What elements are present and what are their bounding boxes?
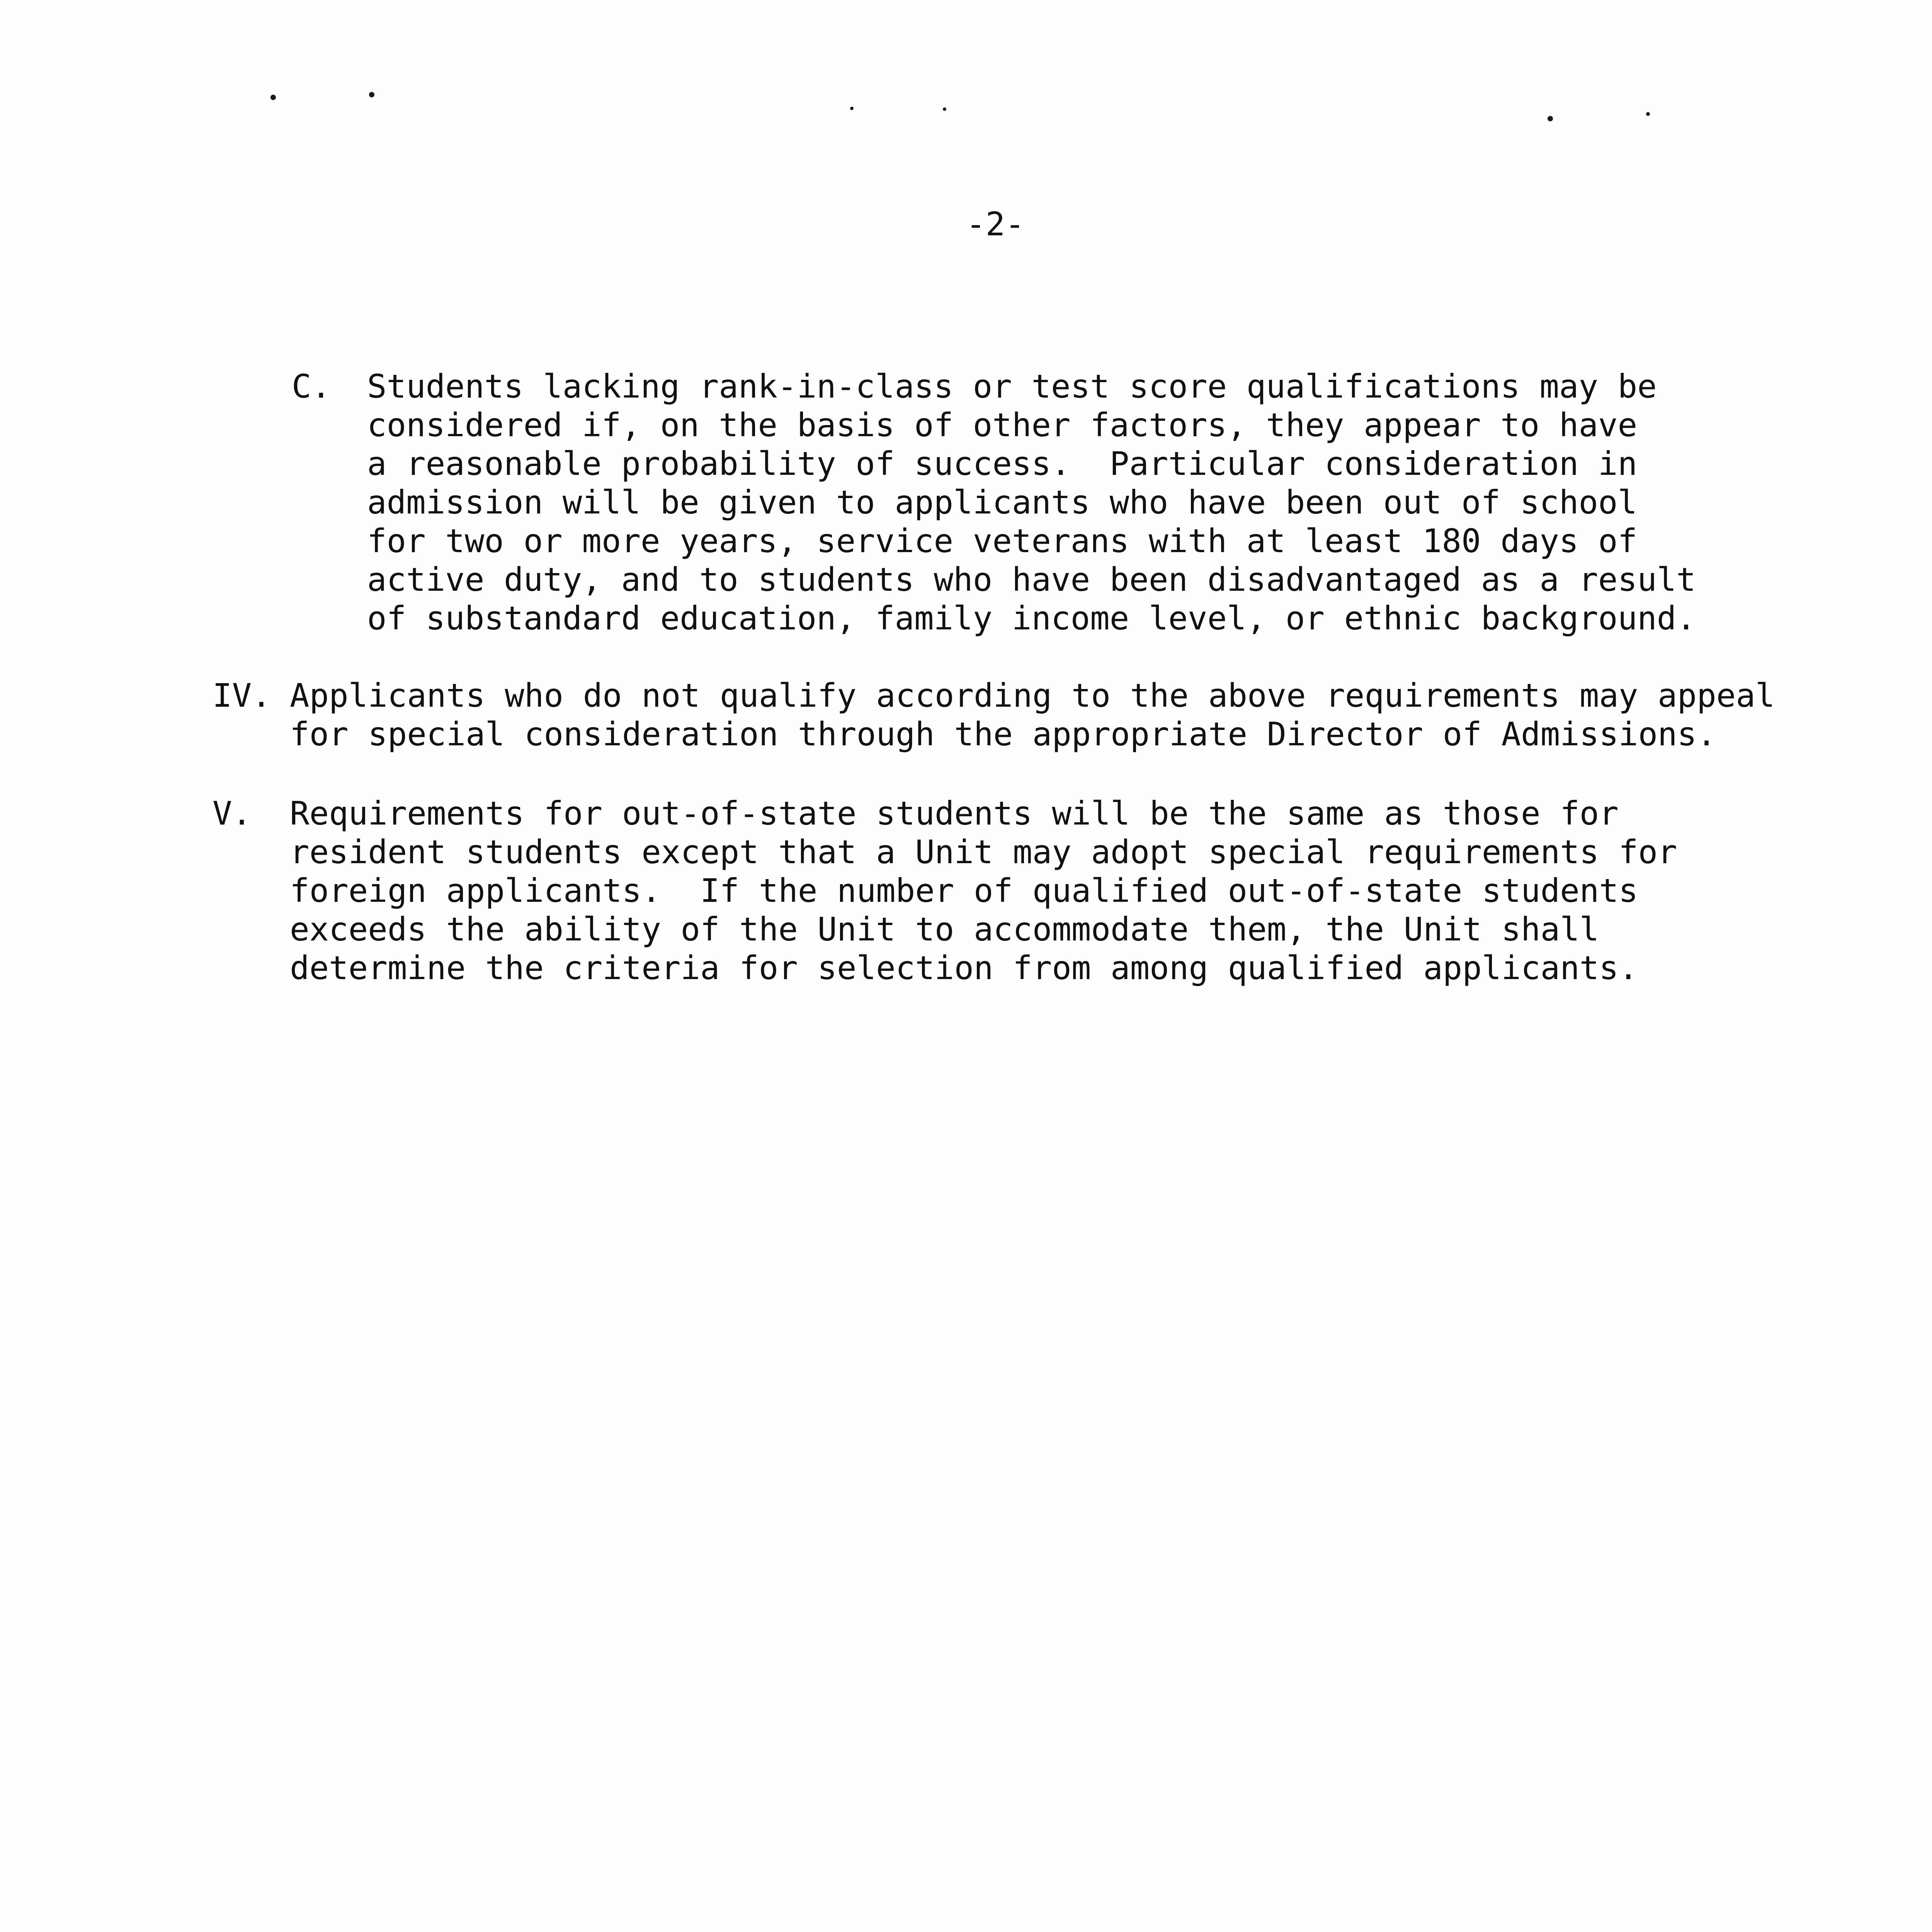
section-marker: IV. xyxy=(213,677,271,714)
text-line: admission will be given to applicants who have been out of school xyxy=(367,483,1638,521)
scan-speck xyxy=(850,107,854,110)
scan-speck xyxy=(1548,116,1553,121)
text-line: for special consideration through the appropriate Director of Admissions. xyxy=(290,715,1716,753)
text-line: resident students except that a Unit may adopt special requirements for xyxy=(290,833,1677,871)
section-text xyxy=(290,676,1775,753)
text-line: of substandard education, family income level, or ethnic background. xyxy=(367,599,1696,637)
scan-speck xyxy=(1646,112,1650,116)
page-number: -2- xyxy=(966,205,1025,243)
text-line: determine the criteria for selection from among qualified applicants. xyxy=(290,949,1638,987)
text-line: foreign applicants. If the number of qualified out-of-state students xyxy=(290,872,1638,910)
text-line: Applicants who do not qualify according to the above requirements may appeal xyxy=(290,677,1775,714)
text-line: Requirements for out-of-state students will be the same as those for xyxy=(290,794,1619,832)
text-line: a reasonable probability of success. Particular consideration in xyxy=(367,445,1638,483)
text-line: active duty, and to students who have been disadvantaged as a result xyxy=(367,561,1696,599)
text-line: Students lacking rank-in-class or test score qualifications may be xyxy=(367,367,1657,405)
scan-speck xyxy=(943,107,946,111)
scan-speck xyxy=(270,95,276,100)
scan-speck xyxy=(369,92,374,97)
section-marker: C. xyxy=(292,367,331,405)
section-marker: V. xyxy=(213,794,252,832)
section-text xyxy=(367,367,1696,638)
text-line: for two or more years, service veterans with at least 180 days of xyxy=(367,522,1638,560)
text-line: considered if, on the basis of other factors, they appear to have xyxy=(367,406,1638,444)
text-line: exceeds the ability of the Unit to accommodate them, the Unit shall xyxy=(290,910,1599,948)
section-text xyxy=(290,794,1677,987)
